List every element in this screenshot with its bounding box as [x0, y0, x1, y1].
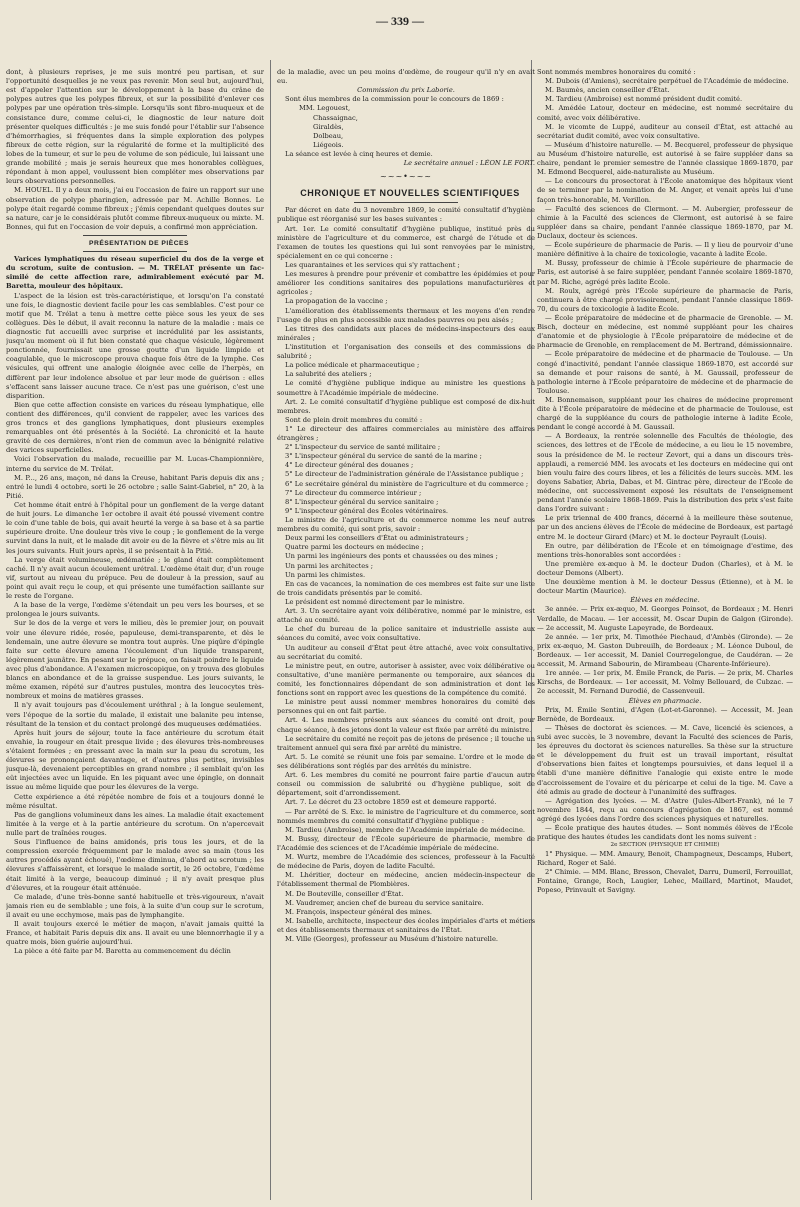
- paragraph: Une première ex-æquo à M. le docteur Dudon (Charles), et à M. le docteur Demons (Albert).: [537, 559, 793, 578]
- commission-title: Commission du prix Laborie.: [357, 86, 455, 95]
- paragraph: — École supérieure de pharmacie de Paris. — Il y lieu de pourvoir d'une manière définitive à la chaire de toxicologie, vacante à ladite École.: [537, 241, 793, 259]
- paragraph: Un parmi les architectes ;: [285, 561, 374, 570]
- divider: [83, 251, 186, 252]
- paragraph: — Thèses de doctorat ès sciences. — M. Cave, licencié ès sciences, a subi avec succès, le 3 novembre, devant la Faculté des sciences de Paris, les épreuves du doctorat ès sciences naturelles. Sa thèse sur la structure et le développement du fruit est un travail important, résultat d'observations bien faites et longtemps poursuivies, et dans lequel il a établi d'une manière définitive l'analogie qui existe entre le mode d'accroissement de l'ovaire et du péricarpe et celui de la tige. M. Cave a été admis au grade de docteur à l'unanimité des suffrages.: [537, 723, 793, 796]
- list-item: MM. Legouest,: [299, 104, 351, 113]
- paragraph: M. P..., 26 ans, maçon, né dans la Creuse, habitant Paris depuis dix ans ; entré le lundi 4 octobre, sorti le 26 octobre ; salle Saint-Gabriel, n° 20, à la Pitié.: [6, 473, 264, 500]
- paragraph: Art. 4. Les membres présents aux séances du comité ont droit, pour chaque séance, à des jetons dont la valeur est fixée par arrêté du ministre.: [277, 716, 535, 734]
- paragraph: 8° L'inspecteur général du service sanitaire ;: [285, 497, 439, 506]
- paragraph: M. Roulx, agrégé près l'École supérieure de pharmacie de Paris, continuera à être chargé provisoirement, pendant l'année classique 1869-70, du cours de toxicologie à ladite École.: [537, 286, 793, 313]
- paragraph: La verge était volumineuse, œdématiée ; le gland était complètement caché. Il n'y avait aucun écoulement urétral. L'œdème était dur, d'un rouge vif, surtout au niveau du prépuce. Peu de douleur à la pression, sauf au point qui avait reçu le coup, et qui présente une tuméfaction saillante sur le reste de l'organe.: [6, 555, 264, 601]
- paragraph: Art. 7. Le décret du 23 octobre 1859 est et demeure rapporté.: [285, 798, 497, 807]
- paragraph: L'aspect de la lésion est très-caractéristique, et lorsqu'on l'a constaté une fois, le diagnostic devient facile pour les cas semblables. C'est pour ce motif que M. Trélat a tenu à mettre cette pièce sous les yeux de ses collègues. Dès le début, il avait reconnu la nature de la maladie : mais ce diagnostic fut accueilli avec surprise et incrédulité par les assistants, jusqu'au moment où il fut bien constaté que chaque vésicule, légèrement ponctionnée, fournissait une grosse goutte d'un liquide limpide et coagulable, que le microscope prouva chaque fois être de la lymphe. Ces vésicules, qui offrent une analogie éloignée avec celle de l'herpès, en diffèrent par leur indolence absolue et par leur mode de guérison : elles s'effacent sans laisser aucune trace. Ce n'est pas une guérison, c'est une disparition.: [6, 291, 264, 400]
- paragraph: Ce malade, d'une très-bonne santé habituelle et très-vigoureux, n'avait jamais rien eu de semblable ; une fois, à la suite d'un coup sur le scrotum, il avait eu une ecchymose, mais pas de lymphangite.: [6, 892, 264, 919]
- paragraph: M. Lhéritier, docteur en médecine, ancien médecin-inspecteur de l'établissement thermal de Plombières.: [277, 871, 535, 889]
- paragraph: 7° Le directeur du commerce intérieur ;: [285, 488, 422, 497]
- column-1: [6, 68, 264, 1198]
- paragraph: 9° L'inspecteur général des Écoles vétérinaires.: [285, 506, 449, 515]
- paragraph: M. Baumès, ancien conseiller d'État.: [545, 86, 670, 95]
- paragraph: M. Bonnemaison, suppléant pour les chaires de médecine proprement dite à l'École préparatoire de médecine et de pharmacie de Toulouse, est chargé de la suppléance du cours de pathologie interne à ladite École, pendant le congé accordé à M. Gaussail.: [537, 395, 793, 432]
- paragraph: 2° Chimie. — MM. Blanc, Bresson, Chevalet, Darru, Dumeril, Ferrouillat, Fontaine, Grange, Roch, Laugier, Lehec, Maillard, Martinot, Maudet, Popeso, Prinvault et Savigny.: [537, 868, 793, 895]
- paragraph: Il avait toujours exercé le métier de maçon, n'avait jamais quitté la France, et habitait Paris depuis dix ans. Il avait eu une blennorrhagie il y a quatre mois, bien guérie aujourd'hui.: [6, 920, 264, 947]
- paragraph: Le prix triennal de 400 francs, décerné à la meilleure thèse soutenue, par un des anciens élèves de l'École de médecine de Bordeaux, est partagé entre M. le docteur Girard (Marc) et M. le docteur Peyrault (Louis).: [537, 514, 793, 541]
- paragraph: Prix, M. Émile Sentini, d'Agen (Lot-et-Garonne). — Accessit, M. Jean Bernède, de Bordeaux.: [537, 705, 793, 723]
- paragraph: Après huit jours de séjour, toute la face antérieure du scrotum était envahie, la rougeur en était presque livide ; des élevures très-nombreuses s'étaient formées ; en pressant avec la main sur la peau du scrotum, les élevures se prononçaient davantage, et d'autres plus petites, invisibles jusque-là, devenaient perceptibles en grand nombre ; il semblait qu'on les eût injectées avec un liquide. En les piquant avec une épingle, on donnait issue au même liquide que pour les élevures de la verge.: [6, 728, 264, 792]
- paragraph: 3e année. — Prix ex-æquo, M. Georges Poinsot, de Bordeaux ; M. Henri Verdalle, de Macau. — 1er accessit, M. Oscar Dupin de Galgon (Gironde). — 2e accessit, M. Auguste Lapeyrade, de Bordeaux.: [537, 605, 793, 632]
- paragraph: M. Ville (Georges), professeur au Muséum d'histoire naturelle.: [285, 935, 499, 944]
- paragraph: Sont de plein droit membres du comité :: [285, 415, 423, 424]
- paragraph: Un parmi les ingénieurs des ponts et chaussées ou des mines ;: [285, 552, 498, 561]
- paragraph: M. Amédée Latour, docteur en médecine, est nommé secrétaire du comité, avec voix délibérative.: [537, 104, 793, 122]
- paragraph: Sont élus membres de la commission pour le concours de 1869 :: [285, 95, 504, 104]
- paragraph: Le comité d'hygiène publique indique au ministre les questions à soumettre à l'Académie impériale de médecine.: [277, 379, 535, 397]
- paragraph: L'institution et l'organisation des conseils et des commissions de salubrité ;: [277, 342, 535, 361]
- paragraph: Art. 5. Le comité se réunit une fois par semaine. L'ordre et le mode de ses délibérations sont réglés par des arrêtés du ministre.: [277, 752, 535, 770]
- paragraph: dont, à plusieurs reprises, je me suis montré peu partisan, et sur l'opportunité desquelles je ne veux pas revenir. Mon seul but, aujourd'hui, est d'appeler l'attention sur le développement à la base du crâne de polypes autres que les polypes fibreux, et sur la possibilité d'enlever ces polypes par une opération très-simple. Lorsqu'ils sont fibro-muqueux et de consistance dure, comme celui-ci, le diagnostic de leur nature doit présenter quelques difficultés : je me suis fondé pour l'établir sur l'absence d'hémorrhagies, si fréquentes dans la simple exploration des polypes fibreux de cette région, sur la régularité de forme et la multiplicité des lobes de la tumeur, et sur le peu de volume de son pédicule, lui laissant une grande mobilité ; mais je serais heureux que mes honorables collègues, répondant à mon appel, voulussent bien compléter mes observations par leurs observations personnelles.: [6, 68, 264, 186]
- paragraph: Voici l'observation du malade, recueillie par M. Lucas-Championnière, interne du service de M. Trélat.: [6, 455, 264, 473]
- paragraph: M. De Bouteville, conseiller d'État.: [285, 889, 404, 898]
- paragraph: M. Tardieu (Ambroise) est nommé président dudit comité.: [545, 95, 743, 104]
- paragraph: La séance est levée à cinq heures et demie.: [285, 149, 433, 158]
- signature: Le secrétaire annuel : LÉON LE FORT.: [403, 159, 535, 168]
- paragraph: Les mesures à prendre pour prévenir et combattre les épidémies et pour améliorer les conditions sanitaires des populations manufacturières et agricoles ;: [277, 270, 535, 297]
- paragraph: 1re année. — 1er prix, M. Émile Franck, de Paris. — 2e prix, M. Charles Kirschs, de Bordeaux. — 1er accessit, M. Volmy Bellouard, de Cubzac. — 2e accessit, M. Fernand Durodié, de Cassenveuil.: [537, 669, 793, 696]
- article-title: Varices lymphatiques du réseau superficiel du dos de la verge et du scrotum, suite de contusion. — M. TRÉLAT présente un fac-similé de cette affection rare, admirablement exécuté par M. Baretta, mouleur des hôpitaux.: [6, 255, 264, 291]
- paragraph: Sous l'influence de bains amidonés, pris tous les jours, et de la compression exercée fréquemment par le malade avec sa main (tous les autres procédés ayant échoué), l'œdème diminua, d'abord au scrotum ; les élevures s'affaissèrent, et lorsque le malade sortit, le 26 octobre, l'œdème était limité à la verge, beaucoup diminué ; il n'y avait presque plus d'élevures, et la rougeur était atténuée.: [6, 838, 264, 892]
- paragraph: Un auditeur au conseil d'État peut être attaché, avec voix consultative, au secrétariat du comité.: [277, 643, 535, 661]
- members-list: [277, 104, 535, 150]
- paragraph: 3° L'inspecteur général du service de santé de la marine ;: [285, 452, 482, 461]
- paragraph: — Par arrêté de S. Exc. le ministre de l'agriculture et du commerce, sont nommés membres du comité consultatif d'hygiène publique :: [277, 807, 535, 825]
- paragraph: 5° Le directeur de l'administration générale de l'Assistance publique ;: [285, 470, 524, 479]
- paragraph: Le secrétaire du comité ne reçoit pas de jetons de présence ; il touche un traitement annuel qui sera fixé par arrêté du ministre.: [277, 734, 535, 752]
- paragraph: Art. 3. Un secrétaire ayant voix délibérative, nommé par le ministre, est attaché au comité.: [277, 607, 535, 625]
- paragraph: M. HOUEL. Il y a deux mois, j'ai eu l'occasion de faire un rapport sur une observation de polype pharingien, adressée par M. Achille Bonnes. Le polype était regardé comme fibreux ; j'émis cependant quelques doutes sur sa nature, car je le considérais plutôt comme fibreux-muqueux ou mixte. M. Bonnes, qui fut en l'occasion de voir depuis, a confirmé mon appréciation.: [6, 186, 264, 231]
- paragraph: Art. 2. Le comité consultatif d'hygiène publique est composé de dix-huit membres.: [277, 397, 535, 415]
- divider: [83, 235, 186, 236]
- ornament: ~~~•~~~: [380, 172, 432, 182]
- paragraph: M. Isabelle, architecte, inspecteur des écoles impériales d'arts et métiers et des établissements thermaux et sanitaires de l'État.: [277, 916, 535, 934]
- subheading: Élèves en médecine.: [630, 596, 700, 605]
- paragraph: Une deuxième mention à M. le docteur Dessus (Étienne), et à M. le docteur Martin (Maurice).: [537, 578, 793, 596]
- list-item: Giraldès,: [313, 122, 344, 131]
- section-heading: PRÉSENTATION DE PIÈCES: [89, 239, 189, 247]
- paragraph: — A Bordeaux, la rentrée solennelle des Facultés de théologie, des sciences, des lettres et de l'École de médecine, a eu lieu le 15 novembre, sous la présidence de M. le recteur Zevort, qui a dans un discours très-applaudi, a remercié MM. les avocats et les docteurs en médecine qui ont bien voulu faire des cours libres, et les a félicités de leurs succès. MM. les doyens Sabatier, Abria, Dabas, et M. Gintrac père, directeur de l'École de médecine, ont successivement exposé les résultats de l'enseignement pendant l'année scolaire 1868-1869. Puis la distribution des prix s'est faite dans l'ordre suivant :: [537, 432, 793, 514]
- paragraph: Le président est nommé directement par le ministre.: [285, 598, 465, 607]
- paragraph: de la maladie, avec un peu moins d'œdème, de rougeur qu'il n'y en avait eu.: [277, 68, 535, 86]
- paragraph: Cette expérience a été répétée nombre de fois et a toujours donné le même résultat.: [6, 792, 264, 810]
- paragraph: M. Bussy, directeur de l'École supérieure de pharmacie, membre de l'Académie des sciences et de l'Académie impériale de médecine.: [277, 834, 535, 852]
- paragraph: Bien que cette affection consiste en varices du réseau lymphatique, elle contient des différences, qu'il convient de rappeler, avec les varices des gros troncs et des ganglions lymphatiques, dont plusieurs exemples remarquables ont été présentés à la Société. La chronicité et la haute gravité de ces dernières, n'ont rien de commun avec la bénignité relative des varices superficielles.: [6, 400, 264, 455]
- paragraph: 4° Le directeur général des douanes ;: [285, 461, 414, 470]
- paragraph: Le ministre peut, en outre, autoriser à assister, avec voix délibérative ou consultative, d'une manière permanente ou temporaire, aux séances du comité, les fonctionnaires dépendant de son administration et dont les fonctions sont en rapport avec les questions de la compétence du comité.: [277, 661, 535, 698]
- page-number: — 339 —: [376, 14, 424, 28]
- paragraph: 2e année. — 1er prix, M. Timothée Piechaud, d'Ambès (Gironde). — 2e prix ex-æquo, M. Gaston Dubreuilh, de Bordeaux ; M. Léonce Duboul, de Bordeaux. — 1er accessit, M. Daniel Courregelongue, de Caudéran. — 2e accessit, M. Armand Sabourin, de Mirambeau (Charente-Inférieure).: [537, 632, 793, 669]
- column-divider: [270, 60, 271, 1200]
- list-item: Liégeois.: [313, 140, 344, 149]
- paragraph: Il n'y avait toujours pas d'écoulement uréthral ; à la longue seulement, vers l'époque de la sortie du malade, il existait une balanite peu intense, résultant de la tension et du contact prolongé des muqueuses œdématiées.: [6, 701, 264, 728]
- subheading: Élèves en pharmacie.: [628, 696, 702, 705]
- paragraph: — École pratique des hautes études. — Sont nommés élèves de l'École pratique des hautes études les candidats dont les noms suivent :: [537, 824, 793, 842]
- paragraph: Le chef du bureau de la police sanitaire et industrielle assiste aux séances du comité, avec voix consultative.: [277, 625, 535, 643]
- paragraph: En cas de vacances, la nomination de ces membres est faite sur une liste de trois candidats présentés par le comité.: [277, 579, 535, 597]
- chronicle-title: CHRONIQUE ET NOUVELLES SCIENTIFIQUES: [300, 188, 520, 199]
- paragraph: 6° Le secrétaire général du ministère de l'agriculture et du commerce ;: [285, 479, 529, 488]
- paragraph: M. le vicomte de Luppé, auditeur au conseil d'État, est attaché au secrétariat dudit comité, avec voix consultative.: [537, 122, 793, 140]
- paragraph: Deux parmi les conseillers d'État ou administrateurs ;: [285, 534, 469, 543]
- paragraph: A la base de la verge, l'œdème s'étendait un peu vers les bourses, et se prolongea le jours suivants.: [6, 601, 264, 619]
- paragraph: 1° Physique. — MM. Amaury, Benoit, Champagneux, Descamps, Hubert, Richard, Roger et Salé.: [537, 849, 793, 867]
- paragraph: — Faculté des sciences de Clermont. — M. Aubergier, professeur de chimie à la Faculté des sciences de Clermont, est autorisé à se faire suppléer dans sa chaire, pendant l'année classique 1869-1870, par M. Duclaux, docteur ès sciences.: [537, 204, 793, 240]
- paragraph: La propagation de la vaccine ;: [285, 297, 388, 306]
- paragraph: La pièce a été faite par M. Baretta au commencement du déclin: [14, 947, 231, 956]
- column-3: [537, 68, 793, 1198]
- paragraph: — Le concours du prosectorat à l'École anatomique des hôpitaux vient de se terminer par la nomination de M. Anger, et venait après lui d'une façon très-honorable, M. Verillon.: [537, 177, 793, 204]
- paragraph: Le ministre de l'agriculture et du commerce nomme les neuf autres membres du comité, qui sont pris, savoir :: [277, 516, 535, 534]
- paragraph: L'amélioration des établissements thermaux et les moyens d'en rendre l'usage de plus en plus accessible aux malades pauvres ou peu aisés ;: [277, 306, 535, 324]
- paragraph: Art. 1er. Le comité consultatif d'hygiène publique, institué près du ministère de l'agriculture et du commerce, est chargé de l'étude et de l'examen de toutes les questions qui lui sont renvoyées par le ministre, spécialement en ce qui concerne :: [277, 224, 535, 260]
- paragraph: Pas de ganglions volumineux dans les aines. La maladie était exactement limitée à la verge et à la partie antérieure du scrotum. On n'apercevait nulle part de traînées rouges.: [6, 810, 264, 837]
- paragraph: M. Vaudremer, ancien chef de bureau du service sanitaire.: [285, 898, 484, 907]
- paragraph: M. Wurtz, membre de l'Académie des sciences, professeur à la Faculté de médecine de Paris, doyen de ladite Faculté.: [277, 853, 535, 871]
- paragraph: M. François, inspecteur général des mines.: [285, 907, 433, 916]
- column-2: [277, 68, 535, 1198]
- section-label: 2e SECTION (PHYSIQUE ET CHIMIE): [610, 842, 720, 849]
- paragraph: Les quarantaines et les services qui s'y rattachent ;: [285, 260, 460, 269]
- paragraph: Par décret en date du 3 novembre 1869, le comité consultatif d'hygiène publique est réorganisé sur les bases suivantes :: [277, 206, 535, 224]
- divider: [354, 202, 457, 203]
- paragraph: M. Bussy, professeur de chimie à l'École supérieure de pharmacie de Paris, est autorisé à se faire suppléer, pendant l'année scolaire 1869-1870, par M. Riche, agrégé près ladite École.: [537, 259, 793, 286]
- paragraph: Quatre parmi les docteurs en médecine ;: [285, 543, 424, 552]
- paragraph: La police médicale et pharmaceutique ;: [285, 361, 420, 370]
- paragraph: M. Dubois (d'Amiens), secrétaire perpétuel de l'Académie de médecine.: [545, 77, 789, 86]
- paragraph: — Muséum d'histoire naturelle. — M. Becquerel, professeur de physique au Muséum d'histoire naturelle, est autorisé à se faire suppléer dans sa chaire, pendant le premier semestre de l'année classique 1869-1870, par M. Edmond Becquerel, aide-naturaliste au Muséum.: [537, 140, 793, 177]
- paragraph: Art. 6. Les membres du comité ne pourront faire partie d'aucun autre conseil ou commission de salubrité ou d'hygiène publique, soit de département, soit d'arrondissement.: [277, 771, 535, 798]
- paragraph: Les titres des candidats aux places de médecins-inspecteurs des eaux minérales ;: [277, 324, 535, 342]
- paragraph: — Agrégation des lycées. — M. d'Astre (Jules-Albert-Frank), né le 7 novembre 1844, reçu au concours d'agrégation de 1867, est nommé agrégé des lycées dans l'ordre des sciences physiques et naturelles.: [537, 796, 793, 823]
- paragraph: 1° Le directeur des affaires commerciales au ministère des affaires étrangères ;: [277, 424, 535, 443]
- paragraph: Sur le dos de la verge et vers le milieu, dès le premier jour, on pouvait voir une élevure ridée, rosée, papuleuse, demi-transparente, et dès le lendemain, une autre élevure se montra tout auprès. Une piqûre d'épingle faite sur cette élevure amena l'écoulement d'un liquide transparent, légèrement jaunâtre. En pesant sur le prépuce, on faisait poindre le liquide avec plus d'abondance. A l'examen microscopique, on y trouva des globules blancs en abondance et de la graisse suspendue. Les jours suivants, le même examen, répété sur d'autres pustules, montra des leucocytes très-nombreux et moins de matières grasses.: [6, 619, 264, 701]
- paragraph: Le ministre peut aussi nommer membres honoraires du comité des personnes qui en ont fait partie.: [277, 698, 535, 716]
- paragraph: En outre, par délibération de l'École et en témoignage d'estime, des mentions très-honorables sont accordées :: [537, 541, 793, 559]
- paragraph: — École préparatoire de médecine et de pharmacie de Toulouse. — Un congé d'inactivité, pendant l'année classique 1869-1870, est accordé sur sa demande et pour raisons de santé, à M. Gaussail, professeur de pathologie interne à l'École préparatoire de médecine et de pharmacie de Toulouse.: [537, 350, 793, 395]
- list-item: Dolbeau,: [313, 131, 344, 140]
- list-item: Chassaignac,: [313, 113, 358, 122]
- paragraph: Un parmi les chimistes.: [285, 570, 366, 579]
- paragraph: La salubrité des ateliers ;: [285, 370, 372, 379]
- paragraph: Sont nommés membres honoraires du comité :: [537, 68, 696, 76]
- paragraph: 2° L'inspecteur du service de santé militaire ;: [285, 443, 441, 452]
- paragraph: Cet homme était entré à l'hôpital pour un gonflement de la verge datant de huit jours. Le dimanche 1er octobre il avait été poussé vivement contre le coin d'une table de bois, qui avait heurté la verge à sa base et à sa partie supérieure droite. Une douleur très vive le coup ; le gonflement de la verge survint dans la nuit, et le malade dit avoir eu de la fièvre et s'être mis au lit les jours suivants. Huit jours après, il se présentait à la Pitié.: [6, 501, 264, 555]
- paragraph: M. Tardieu (Ambroise), membre de l'Académie impériale de médecine.: [285, 825, 526, 834]
- paragraph: — École préparatoire de médecine et de pharmacie de Grenoble. — M. Bisch, docteur en médecine, est nommé suppléant pour les chaires d'anatomie et de physiologie à l'École préparatoire de médecine et de pharmacie de Grenoble, en remplacement de M. Bertrand, démissionnaire.: [537, 313, 793, 350]
